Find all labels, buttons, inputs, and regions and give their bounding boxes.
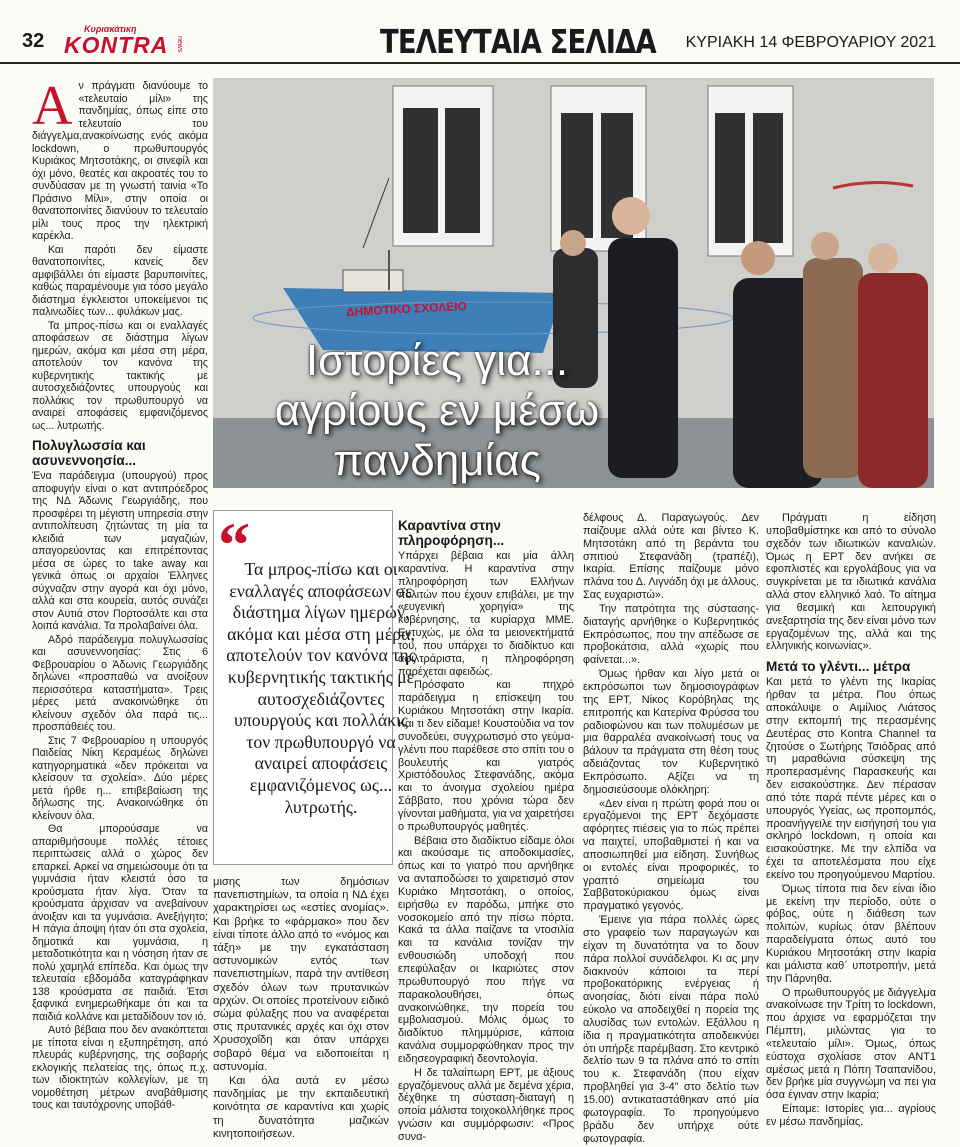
article-column-2 xyxy=(213,876,389,1142)
masthead xyxy=(0,0,960,64)
subheading: Πολυγλωσσία και ασυνεννοησία... xyxy=(32,438,146,468)
paragraph: Όμως τίποτα πια δεν είναι ίδιο με εκείνη την περίοδο, ούτε ο φόβος, ούτε η διάθεση των πολιτών, κυρίως όταν βλέπουν παραδείγματα όπως αυτό του Κυριάκου Μητσοτάκη στην Ικαρία και μάλιστα καθ΄ υποτροπήν, μετά την Πάρνηθα. xyxy=(766,882,936,985)
quote-mark-icon: “ xyxy=(218,509,250,580)
issue-date: ΚΥΡΙΑΚΗ 14 ΦΕΒΡΟΥΑΡΙΟΥ 2021 xyxy=(685,34,936,51)
paragraph: Στις 7 Φεβρουαρίου η υπουργός Παιδείας Νίκη Κεραμέως δηλώνει κατηγορηματικά «δεν πρόκειται να κλείσουν τα σχολεία». Δύο μέρες μετά ήρθε η... επιβεβαίωση της δήλωσης της. Ανακοινώθηκε ότι κλείνουν όλα. xyxy=(32,734,208,822)
paragraph: Και μετά το γλέντι της Ικαρίας ήρθαν τα μέτρα. Που όπως αποκάλυψε ο Αιμίλιος Λιάτσος στην εκπομπή της περασμένης Δευτέρας στο Kontra Channel τα ζητούσε ο Σωτήρης Τσιόδρας από τη μαραθώνια σύσκεψη της προπερασμένης Παρασκευής και δεν εισακούστηκε. Δεν πέρασαν από τότε παρά πέντε μέρες και ο υπουργός Υγείας, ως προπομπός, προανήγγειλε την εισήγησή του για σκληρό lockdown, η οποία και εισακούστηκε. Με την ελπίδα να έχει τα αποτελέσματα που είχε εκείνο του προηγούμενου Μαρτίου. xyxy=(766,676,936,881)
paragraph: Και παρότι δεν είμαστε θανατοποινίτες, κανείς δεν αμφιβάλλει ότι είμαστε βαρυποινίτες, καθώς παραμένουμε για τόσο μεγάλο διάστημα έγκλειστοι υποκείμενοι τις παλινωδίες των... φυλάκων μας. xyxy=(32,243,208,318)
drop-cap: Α xyxy=(32,75,73,137)
article-column-1 xyxy=(32,75,208,1113)
paragraph: Πράγματι η είδηση υποβαθμίστηκε και από το σύνολο σχεδόν των ιδιωτικών καναλιών. Όμως η ΕΡΤ δεν ανήκει σε εφοπλιστές και εργολάβους για να συγκρίνεται με τα ιδιωτικά κανάλια αλλά στον ελληνικό λαό. Το αίτημα για θεσμική και λειτουργική ανεξαρτησία της δεν είναι μόνο των εργαζομένων της, αλλά και της ελληνικής κοινωνίας». xyxy=(766,512,936,653)
paragraph: μισης των δημόσιων πανεπιστημίων, τα οποία η ΝΔ έχει χαρακτηρίσει ως «εστίες ανομίας». Και βρήκε το «φάρμακο» που δεν είναι τίποτε άλλο από το «νόμος και τάξη» με την εγκατάσταση αστυνομικών εντός των πανεπιστημίων, παρά την αντίθεση σχεδόν όλων των πρυτανικών αρχών. Οι οποίες προτείνουν ειδικό σώμα φύλαξης που να αναφέρεται στις πρυτανικές αρχές και όχι στον Χρυσοχοΐδη και όταν υπάρχει σοβαρό θέμα να ειδοποιείται η αστυνομία. xyxy=(213,876,389,1073)
paragraph: Είπαμε: Ιστορίες για... αγρίους εν μέσω πανδημίας. xyxy=(766,1103,936,1128)
paragraph: Αυτό βέβαια που δεν ανακόπτεται με τίποτα είναι η εξυπηρέτηση, από πλευράς κυβέρνησης, της σοβαρής εκλογικής πελατείας της, όπως π.χ. των ιδιοκτητών κολλεγίων, με τη νομοθέτηση μέτρων αναβάθμισης τους και ταυτόχρονης υποβάθ- xyxy=(32,1024,208,1111)
lead-paragraph xyxy=(32,75,208,243)
paragraph: Ο πρωθυπουργός με διάγγελμα ανακοίνωσε την Τρίτη το lockdown, που άρχισε να εφαρμόζεται την Πέμπτη, μιλώντας για το «τελευταίο μίλι». Όμως, όπως εύστοχα σχολίασε στον ΑΝΤ1 αμέσως μετά η Πόπη Τσαπανίδου, δεν βρήκε μία συγγνώμη να πει για όσα έγιναν στην Ικαρία; xyxy=(766,986,936,1102)
paragraph: Βέβαια στο διαδίκτυο είδαμε όλοι και ακούσαμε τις αποδοκιμασίες, όπως και το γιατρό που αρνήθηκε να ανταποδώσει το χαιρετισμό στον Κυριάκο Μητσοτάκη, ο οποίος, ειρήσθω εν παρόδω, μπήκε στο νοσοκομείο από την πίσω πόρτα. Κακά τα άλλα παίζανε τα ντοσιλία και τα κανάλια τονίζαν την ενθουσιώδη υποδοχή που επεφύλαξαν οι Ικαριώτες στον πρωθυπουργό που πήγε να παρακολουθήσει, όπως ανακοινώθηκε, την πορεία του εμβολιασμού. Μόλις όμως το διαδίκτυο πλημμύρισε, κάποια κανάλια συμμορφώθηκαν προς την ειδησεογραφική δεοντολογία. xyxy=(398,834,574,1065)
logo-wordmark: KONTRA xyxy=(64,32,169,58)
paragraph: Όμως ήρθαν και λίγο μετά οι εκπρόσωποι των δημοσιογράφων της ΕΡΤ, Νίκος Κορόβηλας της επιτροπής και Κατερίνα Φρύσσα του ραδιοφώνου και των πολυμέσων με μια θαρραλέα ανακοίνωσή τους να βάλουν τα πράγματα στη θέση τους αδειάζοντας τον Κυβερνητικό Εκπρόσωπο. Αξίζει να τη δημοσιεύσουμε ολόκληρη: xyxy=(583,668,759,796)
lead-text: ν πράγματι διανύουμε το «τελευταίο μίλι» της πανδημίας, όπως είπε στο τελευταίο του διάγγελμα,ανακοίνωσης ενός ακόμα lockdown, ο πρωθυπουργός Κυριάκος Μητσοτάκης, οι σινεφίλ και όχι μόνο, θεατές και ακροατές του το συνδύασαν με τη γνωστή ταινία «Το Πράσινο Μίλι», στην οποία οι θανατοποινίτες διανύουν το τελευταίο μίλι τους προς την ηλεκτρική καρέκλα. xyxy=(32,80,208,242)
paragraph: Την πατρότητα της σύστασης-διαταγής αρνήθηκε ο Κυβερνητικός Εκπρόσωπος, που την απέδωσε σε προβοκάτσια, αλλά «χωρίς που φαίνεται...». xyxy=(583,602,759,667)
hero-photo xyxy=(213,78,934,488)
paragraph: Τα μπρος-πίσω και οι εναλλαγές αποφάσεων σε διάστημα λίγων ημερών, ακόμα και μέσα στη μέρα, αποτελούν τον κανόνα της κυβερνητικής τακτικής με αυτοσχεδιάζοντες υπουργούς και πολλάκις τον πρωθυπουργό να αναιρεί αποφάσεις εμφανιζόμενος ως... λυτρωτής. xyxy=(32,319,208,432)
paragraph: Ένα παράδειγμα (υπουργού) προς αποφυγήν είναι ο κατ αντιπρόεδρος της ΝΔ Άδωνις Γεωργιάδης, που προσφέρει τη μέγιστη υπηρεσία στην αντιπολίτευση ζητώντας τη μία τα κλειδιά των μαγαζιών, απαγορεύοντας και επιτρέποντας μέσα σε ώρες το take away και γενικά όπως οι αρχαίοι Έλληνες σύχναζαν στην αγορά και όχι μόνο, αλλά και στα κουρεία, αυτός συνάζει στον Αυτιά στον Πορτοσάλτε και στα λοιπά κανάλια. Τα προλαβαίνει όλα. xyxy=(32,470,208,632)
paragraph: Η δε ταλαίπωρη ΕΡΤ, με άξιους εργαζόμενους αλλά με δεμένα χέρια, δέχθηκε τη σύσταση-διαταγή η οποία μάλιστα τοιχοκολλήθηκε προς γνώσιν και συμμόρφωσιν: «Προς συνα- xyxy=(398,1066,574,1143)
subheading: Καραντίνα στην πληροφόρηση... xyxy=(398,518,505,548)
paragraph: Πρόσφατο και πηχρό παράδειγμα η επίσκεψη του Κυριάκου Μητσοτάκη στην Ικαρία. Και τι δεν είδαμε! Κουστούδια να τον συνοδεύει, συγχρωτισμό στο γεύμα-γλέντι που παρέθεσε στο σπίτι του ο βουλευτής και γιατρός Χριστόδουλος Στεφανάδης, ακόμα και το άνοιγμα σχολείου ημέρα Σάββατο, που χρόνια τώρα δεν γίνονται μαθήματα, για να χαιρετήσει ο πρωθυπουργός μαθητές. xyxy=(398,679,574,833)
logo-tagline: Κυριακάτικη xyxy=(84,24,137,34)
article-column-5 xyxy=(766,512,936,1130)
pull-quote-text: Τα μπρος-πίσω και οι εναλλαγές αποφάσεων σε διάστημα λίγων ημερών, ακόμα και μέσα στη μέρα, αποτελούν τον κανόνα της κυβερνητικής τακτικής με αυτοσχεδιάζοντες υπουργούς και πολλάκις τον πρωθυπουργό να αναιρεί αποφάσεις εμφανιζόμενος ως... λυτρωτής. xyxy=(226,559,416,817)
page-number: 32 xyxy=(22,30,45,52)
paragraph: δέλφους Δ. Παραγωγούς. Δεν παίζουμε αλλά ούτε και βίντεο Κ. Μητσοτάκη από τη βεράντα του σπιτιού Στεφανάδη (τραπέζι), Ικαρία. Επίσης παίζουμε μόνο πλάνα του Δ. Λιγνάδη όχι με άλλους. Σας ευχαριστώ». xyxy=(583,512,759,602)
paragraph: Θα μπορούσαμε να απαριθμήσουμε πολλές τέτοιες περιπτώσεις αλλά ο χώρος δεν επαρκεί. Αρκεί να σημειώσουμε ότι τα γυμνάσια ήταν κλειστά όσο τα κρούσματα ήταν λίγα. Όταν τα κρούσματα άρχισαν να ανεβαίνουν άνοιξαν και τα γυμνάσια. Ανεξήγητο; Η πάγια άποψη ήταν ότι στα σχολεία, δημοτικά και γυμνάσια, η μεταδοτικότητα και η νόσηση ήταν σε πολύ χαμηλά επίπεδα. Και όμως την τελευταία εβδομάδα καταγράφηκαν 138 κρούσματα σε παιδιά. Έτσι ξαφνικά ενημερωθήκαμε ότι και τα παιδιά κολλάνε και μεταδίδουν τον ιό. xyxy=(32,823,208,1023)
subheading: Μετά το γλέντι... μέτρα xyxy=(766,659,911,675)
section-title: ΤΕΛΕΥΤΑΙΑ ΣΕΛΙΔΑ xyxy=(380,22,656,61)
paragraph: «Δεν είναι η πρώτη φορά που οι εργαζόμενοι της ΕΡΤ δεχόμαστε αφόρητες πιέσεις για το πώς πρέπει να παιχτεί, υποβαθμιστεί ή και να αποσιωπηθεί μια είδηση. Συνήθως οι εντολές είναι προφορικές, το γραπτό σημείωμα του Σαββατοκύριακου όμως είναι πραγματικό γεγονός. xyxy=(583,797,759,913)
paragraph: Αδρό παράδειγμα πολυγλωσσίας και ασυνεννοησίας: Στις 6 Φεβρουαρίου ο Άδωνις Γεωργιάδης δηλώνει «προσπαθώ να ανοίξουν περισσότερα καταστήματα». Τρεις μέρες μετά ανακοινώθηκε ότι κλείνουν σχεδόν όλα παρά τις... προσπάθειές του. xyxy=(32,633,208,733)
newspaper-logo xyxy=(64,24,184,58)
logo-side-text: news xyxy=(176,36,183,53)
article-headline: Ιστορίες για... αγρίους εν μέσω πανδημίας xyxy=(274,336,600,485)
paragraph: Υπάρχει βέβαια και μία άλλη καραντίνα. Η καραντίνα στην πληροφόρηση των Ελλήνων πολιτών που έχουν επιβάλει, με την «ευγενική χορηγία» της κυβέρνησης, τα κυρίαρχα ΜΜΕ. Ευτυχώς, με όλα τα μειονεκτήματά του, που υπάρχει το διαδίκτυο και αφιλτράριστα, η πληροφόρηση παρέχεται αφειδώς. xyxy=(398,550,574,678)
pull-quote-box xyxy=(213,509,416,865)
article-column-4 xyxy=(583,512,759,1146)
paragraph: Έμεινε για πάρα πολλές ώρες στο γραφείο των παραγωγών και είχαν τη δυνατότητα να το δουν πάρα πολλοί συνάδελφοι. Κι ας μην διακινούν κάποιοι τα περί προβοκατόρικης ενέργειας ή ανοησίας, διότι είναι πάρα πολύ εύκολο να αποδειχθεί η πορεία της αλυσίδας των εντολών. Εξάλλου η ίδια η πραγματικότητα αποδεικνύει ότι υπήρξε παρέμβαση. Στο κεντρικό δελτίο των 9 τα πλάνα από το σπίτι του κ. Στεφανάδη (που είχαν προβληθεί για 3-4” στο δελτίο των 15.00) αντικαταστάθηκαν από μία φωτογραφία. Το προηγούμενο βράδυ δεν υπήρχε ούτε φωτογραφία. xyxy=(583,914,759,1145)
paragraph: Και όλα αυτά εν μέσω πανδημίας με την εκπαιδευτική κοινότητα σε καραντίνα και χωρίς τη δυνατότητα μαζικών κινητοποιήσεων. xyxy=(213,1075,389,1140)
boat-sign-text: ΔΗΜΟΤΙΚΟ ΣΧΟΛΕΙΟ xyxy=(345,298,468,320)
article-column-3 xyxy=(398,512,574,1145)
